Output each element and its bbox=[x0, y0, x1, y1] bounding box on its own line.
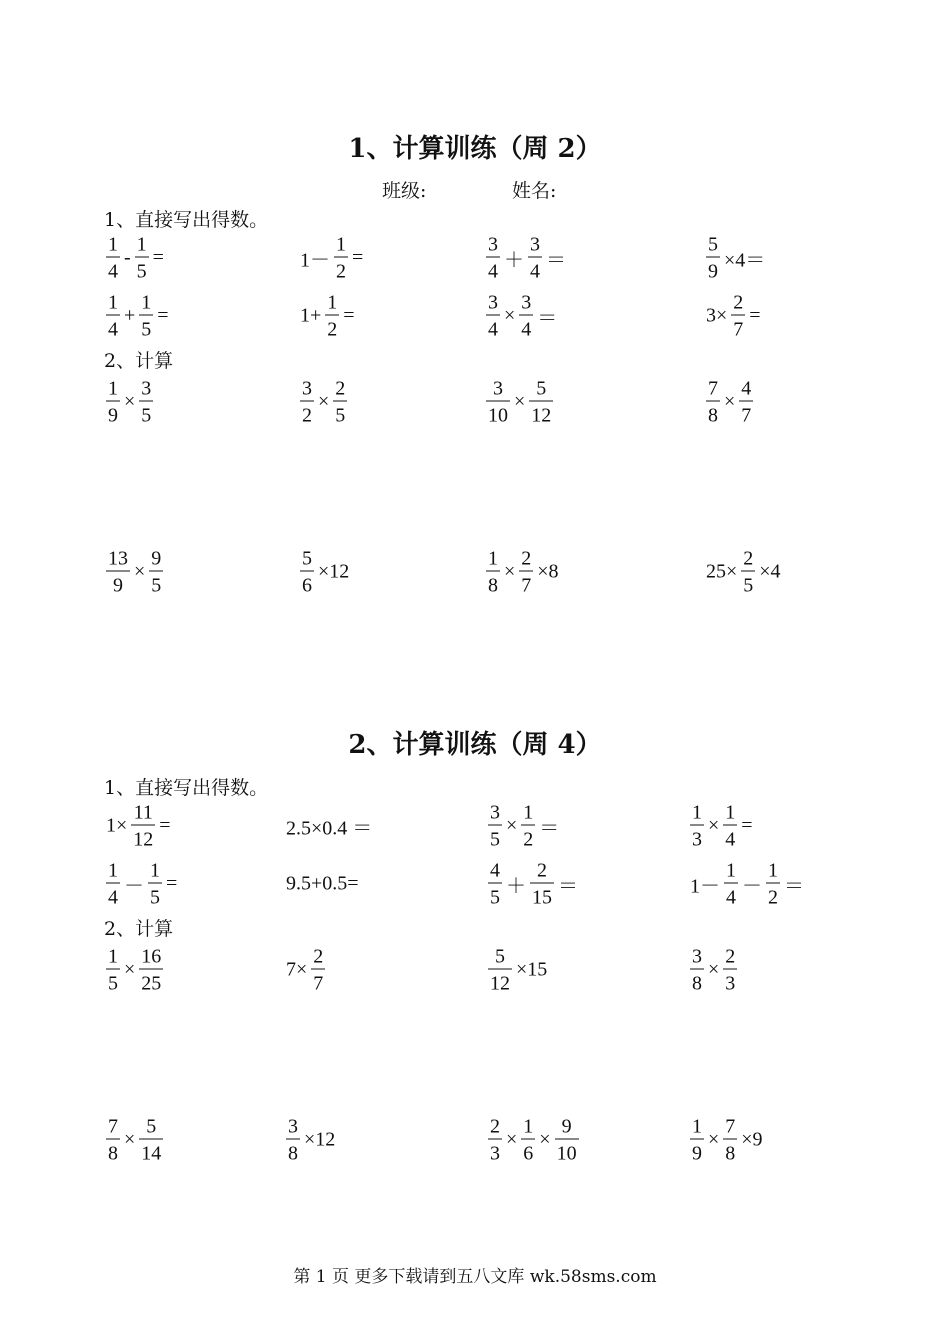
numerator: 3 bbox=[288, 1115, 298, 1138]
operator-text: 1+ bbox=[300, 304, 322, 327]
numerator: 1 bbox=[150, 859, 160, 882]
fraction bbox=[139, 293, 153, 340]
math-problem bbox=[104, 861, 179, 908]
denominator: 8 bbox=[708, 404, 718, 427]
denominator: 10 bbox=[488, 404, 508, 427]
fraction bbox=[488, 803, 502, 850]
denominator: 5 bbox=[136, 260, 147, 283]
math-problem bbox=[484, 379, 555, 426]
denominator: 2 bbox=[327, 318, 338, 341]
operator-text: 9.5+0.5= bbox=[286, 872, 359, 895]
denominator: 4 bbox=[530, 260, 540, 283]
operator-text: ＝ bbox=[558, 875, 578, 898]
operator-text: 3× bbox=[706, 304, 728, 327]
denominator: 12 bbox=[490, 972, 510, 995]
denominator: 12 bbox=[531, 404, 552, 427]
math-problem bbox=[284, 812, 374, 841]
numerator: 1 bbox=[692, 1115, 702, 1138]
numerator: 7 bbox=[725, 1115, 736, 1138]
denominator: 7 bbox=[521, 574, 532, 597]
denominator: 4 bbox=[108, 886, 118, 909]
math-problem bbox=[704, 549, 783, 596]
fraction bbox=[521, 803, 535, 850]
numerator: 2 bbox=[313, 945, 324, 968]
math-problem bbox=[688, 1117, 765, 1164]
numerator: 2 bbox=[743, 547, 754, 570]
fraction bbox=[486, 549, 500, 596]
numerator: 7 bbox=[708, 377, 718, 400]
name-label: 姓名: bbox=[512, 180, 557, 202]
operator-text: ＋ bbox=[506, 875, 526, 898]
math-problem bbox=[484, 293, 559, 340]
numerator: 5 bbox=[495, 945, 505, 968]
numerator: 13 bbox=[108, 547, 128, 570]
fraction bbox=[106, 861, 120, 908]
math-problem bbox=[704, 379, 755, 426]
denominator: 9 bbox=[113, 574, 123, 597]
denominator: 10 bbox=[556, 1142, 577, 1165]
operator-text: × bbox=[134, 560, 146, 583]
numerator: 1 bbox=[108, 377, 118, 400]
fraction bbox=[106, 549, 130, 596]
operator-text: ＝ bbox=[537, 307, 558, 330]
fraction bbox=[486, 379, 510, 426]
operator-text: × bbox=[708, 814, 720, 837]
fraction bbox=[131, 803, 155, 850]
math-problem bbox=[104, 293, 171, 340]
operator-text: ＝ bbox=[546, 249, 566, 272]
fraction bbox=[723, 1117, 737, 1164]
fraction bbox=[739, 379, 753, 426]
operator-text: × bbox=[124, 390, 136, 413]
operator-text: × bbox=[506, 814, 518, 837]
math-problem bbox=[688, 947, 739, 994]
numerator: 4 bbox=[741, 377, 752, 400]
fraction bbox=[149, 549, 163, 596]
fraction bbox=[731, 293, 745, 340]
fraction bbox=[706, 379, 720, 426]
math-problem bbox=[484, 235, 568, 282]
numerator: 2 bbox=[537, 859, 547, 882]
math-problem bbox=[104, 947, 165, 994]
fraction bbox=[528, 235, 542, 282]
fraction bbox=[106, 293, 120, 340]
numerator: 5 bbox=[708, 233, 718, 256]
numerator: 7 bbox=[108, 1115, 118, 1138]
math-problem bbox=[284, 947, 327, 994]
operator-text: ＝ bbox=[539, 817, 560, 840]
denominator: 7 bbox=[741, 404, 752, 427]
numerator: 3 bbox=[530, 233, 540, 256]
operator-text: × bbox=[318, 390, 330, 413]
fraction bbox=[690, 1117, 704, 1164]
numerator: 2 bbox=[521, 547, 532, 570]
math-problem bbox=[104, 1117, 165, 1164]
operator-text: － bbox=[742, 875, 762, 898]
denominator: 4 bbox=[521, 318, 532, 341]
math-problem bbox=[298, 379, 349, 426]
numerator: 9 bbox=[151, 547, 162, 570]
numerator: 9 bbox=[561, 1115, 572, 1138]
section-1-title: 1、计算训练（周 2） bbox=[348, 134, 602, 164]
math-problem bbox=[486, 947, 549, 994]
operator-text: ×4 bbox=[759, 560, 781, 583]
operator-text: = bbox=[343, 304, 355, 327]
denominator: 8 bbox=[108, 1142, 118, 1165]
denominator: 5 bbox=[141, 404, 152, 427]
math-problem bbox=[284, 873, 361, 896]
fraction bbox=[723, 803, 737, 850]
math-problem bbox=[704, 235, 767, 282]
operator-text: = bbox=[166, 872, 178, 895]
fraction bbox=[148, 861, 162, 908]
operator-text: － bbox=[124, 875, 144, 898]
fraction bbox=[300, 549, 314, 596]
fraction bbox=[106, 947, 120, 994]
numerator: 2 bbox=[490, 1115, 500, 1138]
fraction bbox=[690, 803, 704, 850]
fraction bbox=[706, 235, 720, 282]
numerator: 1 bbox=[108, 859, 118, 882]
fraction bbox=[519, 549, 533, 596]
denominator: 4 bbox=[488, 260, 498, 283]
numerator: 1 bbox=[108, 945, 118, 968]
math-problem bbox=[688, 861, 806, 908]
operator-text: × bbox=[124, 958, 136, 981]
denominator: 5 bbox=[141, 318, 152, 341]
numerator: 11 bbox=[133, 801, 153, 824]
operator-text: ×8 bbox=[537, 560, 559, 583]
operator-text: = bbox=[352, 246, 364, 269]
fraction bbox=[135, 235, 149, 282]
denominator: 5 bbox=[150, 886, 160, 909]
denominator: 9 bbox=[708, 260, 718, 283]
numerator: 5 bbox=[146, 1115, 157, 1138]
denominator: 5 bbox=[335, 404, 346, 427]
fraction bbox=[488, 1117, 502, 1164]
denominator: 4 bbox=[108, 318, 118, 341]
numerator: 3 bbox=[521, 291, 532, 314]
class-label: 班级: bbox=[382, 180, 427, 202]
numerator: 2 bbox=[733, 291, 744, 314]
fraction bbox=[286, 1117, 300, 1164]
numerator: 1 bbox=[726, 859, 736, 882]
operator-text: 25× bbox=[706, 560, 738, 583]
denominator: 8 bbox=[288, 1142, 298, 1165]
section-2-part-1-label: 1、直接写出得数。 bbox=[104, 777, 269, 799]
fraction bbox=[723, 947, 737, 994]
numerator: 1 bbox=[141, 291, 152, 314]
denominator: 7 bbox=[733, 318, 744, 341]
numerator: 1 bbox=[692, 801, 702, 824]
denominator: 9 bbox=[108, 404, 118, 427]
numerator: 5 bbox=[302, 547, 312, 570]
numerator: 2 bbox=[725, 945, 736, 968]
denominator: 2 bbox=[302, 404, 312, 427]
operator-text: 2.5×0.4 ＝ bbox=[286, 817, 373, 840]
numerator: 3 bbox=[302, 377, 312, 400]
section-2-title: 2、计算训练（周 4） bbox=[348, 730, 602, 760]
fraction bbox=[139, 379, 153, 426]
operator-text: × bbox=[724, 390, 736, 413]
numerator: 16 bbox=[141, 945, 162, 968]
numerator: 1 bbox=[136, 233, 147, 256]
numerator: 3 bbox=[692, 945, 702, 968]
operator-text: 7× bbox=[286, 958, 308, 981]
operator-text: = bbox=[749, 304, 761, 327]
fraction bbox=[529, 379, 553, 426]
fraction bbox=[530, 861, 554, 908]
operator-text: ＋ bbox=[504, 249, 524, 272]
numerator: 1 bbox=[327, 291, 338, 314]
denominator: 7 bbox=[313, 972, 324, 995]
operator-text: × bbox=[504, 304, 516, 327]
fraction bbox=[724, 861, 738, 908]
operator-text: 1× bbox=[106, 814, 128, 837]
operator-text: × bbox=[506, 1128, 518, 1151]
numerator: 3 bbox=[490, 801, 500, 824]
denominator: 2 bbox=[523, 828, 534, 851]
fraction bbox=[486, 235, 500, 282]
numerator: 1 bbox=[523, 1115, 534, 1138]
denominator: 2 bbox=[768, 886, 778, 909]
operator-text: = bbox=[152, 246, 164, 269]
fraction bbox=[106, 379, 120, 426]
fraction bbox=[488, 947, 512, 994]
section-2-part-2-label: 2、计算 bbox=[104, 918, 174, 940]
denominator: 3 bbox=[725, 972, 736, 995]
operator-text: ×4＝ bbox=[724, 249, 766, 272]
denominator: 8 bbox=[488, 574, 498, 597]
operator-text: × bbox=[514, 390, 526, 413]
fraction bbox=[106, 235, 120, 282]
math-problem bbox=[104, 549, 165, 596]
operator-text: 1－ bbox=[300, 249, 330, 272]
math-problem bbox=[104, 379, 155, 426]
fraction bbox=[334, 235, 348, 282]
operator-text: = bbox=[159, 814, 171, 837]
math-problem bbox=[104, 235, 166, 282]
numerator: 1 bbox=[725, 801, 736, 824]
fraction bbox=[106, 1117, 120, 1164]
math-problem bbox=[484, 549, 561, 596]
fraction bbox=[325, 293, 339, 340]
fraction bbox=[139, 947, 163, 994]
denominator: 3 bbox=[692, 828, 702, 851]
math-problem bbox=[104, 803, 173, 850]
math-problem bbox=[486, 861, 580, 908]
denominator: 5 bbox=[490, 886, 500, 909]
denominator: 5 bbox=[151, 574, 162, 597]
numerator: 3 bbox=[488, 291, 498, 314]
fraction bbox=[766, 861, 780, 908]
operator-text: = bbox=[157, 304, 169, 327]
denominator: 9 bbox=[692, 1142, 702, 1165]
operator-text: - bbox=[124, 246, 131, 269]
denominator: 15 bbox=[532, 886, 552, 909]
numerator: 4 bbox=[490, 859, 500, 882]
math-problem bbox=[298, 293, 357, 340]
page-footer: 第 1 页 更多下载请到五八文库 wk.58sms.com bbox=[293, 1267, 657, 1287]
denominator: 5 bbox=[743, 574, 754, 597]
math-problem bbox=[704, 293, 763, 340]
fraction bbox=[311, 947, 325, 994]
fraction bbox=[300, 379, 314, 426]
operator-text: × bbox=[708, 958, 720, 981]
fraction bbox=[519, 293, 533, 340]
denominator: 5 bbox=[490, 828, 500, 851]
section-1-part-1-label: 1、直接写出得数。 bbox=[104, 209, 269, 231]
denominator: 4 bbox=[488, 318, 498, 341]
operator-text: ×9 bbox=[741, 1128, 763, 1151]
denominator: 6 bbox=[302, 574, 312, 597]
denominator: 4 bbox=[726, 886, 736, 909]
numerator: 1 bbox=[488, 547, 498, 570]
denominator: 4 bbox=[725, 828, 736, 851]
math-problem bbox=[284, 1117, 337, 1164]
section-1-part-2-label: 2、计算 bbox=[104, 350, 174, 372]
operator-text: × bbox=[124, 1128, 136, 1151]
numerator: 1 bbox=[108, 291, 118, 314]
fraction bbox=[488, 861, 502, 908]
numerator: 1 bbox=[108, 233, 118, 256]
numerator: 5 bbox=[536, 377, 547, 400]
operator-text: ＝ bbox=[784, 875, 804, 898]
math-problem bbox=[298, 549, 351, 596]
math-problem bbox=[298, 235, 365, 282]
operator-text: ×12 bbox=[318, 560, 350, 583]
operator-text: ×15 bbox=[516, 958, 548, 981]
numerator: 1 bbox=[768, 859, 778, 882]
numerator: 2 bbox=[335, 377, 346, 400]
numerator: 1 bbox=[336, 233, 346, 256]
fraction bbox=[690, 947, 704, 994]
fraction bbox=[333, 379, 347, 426]
operator-text: × bbox=[708, 1128, 720, 1151]
operator-text: 1－ bbox=[690, 875, 720, 898]
operator-text: + bbox=[124, 304, 136, 327]
operator-text: × bbox=[539, 1128, 551, 1151]
fraction bbox=[521, 1117, 535, 1164]
denominator: 4 bbox=[108, 260, 118, 283]
denominator: 8 bbox=[725, 1142, 736, 1165]
math-problem bbox=[486, 803, 561, 850]
math-problem bbox=[688, 803, 755, 850]
operator-text: = bbox=[741, 814, 753, 837]
numerator: 3 bbox=[141, 377, 152, 400]
denominator: 2 bbox=[336, 260, 346, 283]
denominator: 12 bbox=[133, 828, 154, 851]
numerator: 3 bbox=[488, 233, 498, 256]
fraction bbox=[139, 1117, 163, 1164]
denominator: 14 bbox=[141, 1142, 162, 1165]
denominator: 5 bbox=[108, 972, 118, 995]
math-problem bbox=[486, 1117, 581, 1164]
fraction bbox=[486, 293, 500, 340]
numerator: 1 bbox=[523, 801, 534, 824]
denominator: 25 bbox=[141, 972, 162, 995]
fraction bbox=[555, 1117, 579, 1164]
numerator: 3 bbox=[493, 377, 503, 400]
denominator: 6 bbox=[523, 1142, 534, 1165]
denominator: 3 bbox=[490, 1142, 500, 1165]
denominator: 8 bbox=[692, 972, 702, 995]
operator-text: × bbox=[504, 560, 516, 583]
fraction bbox=[741, 549, 755, 596]
operator-text: ×12 bbox=[304, 1128, 336, 1151]
